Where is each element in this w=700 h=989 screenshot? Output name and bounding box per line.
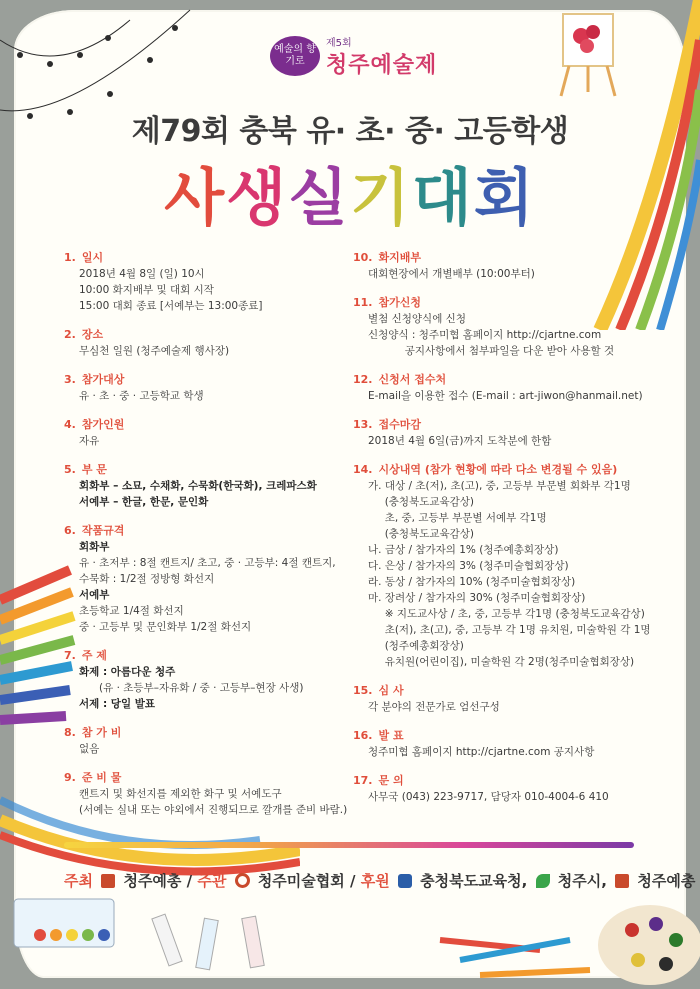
section-title: 발 표: [378, 729, 404, 742]
section-title: 부 문: [81, 463, 107, 476]
section-heading: [64, 250, 354, 266]
organizer-label: 주관: [197, 872, 227, 890]
section-title: 참가인원: [81, 418, 125, 431]
section-line: 청주미협 홈페이지 http://cjartne.com 공지사항: [368, 746, 595, 758]
logo-circle: 예술의 향기로: [270, 36, 320, 76]
info-section: [64, 725, 354, 757]
host-name: 청주예총 /: [123, 872, 193, 890]
support-label: 후원: [360, 872, 390, 890]
section-title: 참가신청: [378, 296, 422, 309]
section-line: 유 · 초저부 : 8절 캔트지/ 초고, 중 · 고등부: 4절 캔트지,: [79, 557, 336, 569]
section-line: (청주예총회장상): [368, 640, 464, 652]
section-number: 3.: [64, 373, 76, 386]
section-line: 서제 : 당일 발표: [79, 698, 156, 710]
section-heading: [353, 728, 663, 744]
section-line: (충청북도교육감상): [368, 528, 475, 540]
section-line: 2018년 4월 8일 (일) 10시: [79, 268, 205, 280]
info-section: [353, 728, 663, 760]
section-heading: [64, 770, 354, 786]
section-heading: [353, 250, 663, 266]
section-heading: [64, 372, 354, 388]
info-section: [64, 372, 354, 404]
section-line: 다. 은상 / 참가자의 3% (청주미술협회장상): [368, 560, 569, 572]
section-line: 별첨 신청양식에 신청: [368, 313, 466, 325]
info-section: [64, 523, 354, 635]
section-heading: [353, 773, 663, 789]
section-heading: [353, 462, 663, 478]
title-main: [0, 148, 700, 237]
section-line: 10:00 화지배부 및 대회 시작: [79, 284, 214, 296]
support-1: 충청북도교육청,: [420, 872, 528, 890]
right-column: [353, 250, 663, 818]
section-title: 참가대상: [81, 373, 125, 386]
section-heading: [353, 372, 663, 388]
cheongju-arts-icon-2: [615, 874, 629, 888]
section-line: 각 분야의 전문가로 엄선구성: [368, 701, 500, 713]
section-number: 16.: [353, 729, 373, 742]
info-section: [64, 462, 354, 510]
info-section: [353, 417, 663, 449]
section-heading: [353, 683, 663, 699]
section-number: 10.: [353, 251, 373, 264]
title-subheading: 제79회 충북 유· 초· 중· 고등학생: [131, 114, 569, 149]
section-line: 중 · 고등부 및 문인화부 1/2절 화선지: [79, 621, 252, 633]
section-line: 화제 : 아름다운 청주: [79, 666, 176, 678]
section-line: 사무국 (043) 223-9717, 담당자 010-4004-6 410: [368, 791, 609, 803]
section-number: 5.: [64, 463, 76, 476]
section-title: 문 의: [378, 774, 404, 787]
section-line: (서예는 실내 또는 야외에서 진행되므로 깔개를 준비 바람.): [79, 804, 348, 816]
section-number: 2.: [64, 328, 76, 341]
section-line: 초(저), 초(고), 중, 고등부 각 1명 유치원, 미술학원 각 1명: [368, 624, 651, 636]
section-number: 7.: [64, 649, 76, 662]
section-line: 없음: [79, 743, 100, 755]
section-number: 11.: [353, 296, 373, 309]
section-line: 15:00 대회 종료 [서예부는 13:00종료]: [79, 300, 263, 312]
left-column: [64, 250, 354, 831]
section-line: 회화부 – 소묘, 수채화, 수묵화(한국화), 크레파스화: [79, 480, 317, 492]
education-office-icon: [398, 874, 412, 888]
section-title: 화지배부: [378, 251, 422, 264]
section-number: 13.: [353, 418, 373, 431]
section-heading: [64, 327, 354, 343]
info-section: [353, 683, 663, 715]
paint-palette-icon: [590, 890, 700, 989]
section-title: 접수마감: [378, 418, 422, 431]
section-line: 초등학교 1/4절 화선지: [79, 605, 184, 617]
section-number: 9.: [64, 771, 76, 784]
crayons-decoration: [420, 900, 600, 989]
section-title: 작품규격: [81, 524, 125, 537]
section-line: ※ 지도교사상 / 초, 중, 고등부 각1명 (충청북도교육감상): [368, 608, 645, 620]
section-line: 유치원(어린이집), 미술학원 각 2명(청주미술협회장상): [368, 656, 635, 668]
section-line: 서예부: [79, 589, 110, 601]
title-char: 사: [164, 161, 227, 234]
section-line: 신청양식 : 청주미협 홈페이지 http://cjartne.com: [368, 329, 602, 341]
section-number: 8.: [64, 726, 76, 739]
section-line: 서예부 – 한글, 한문, 문인화: [79, 496, 209, 508]
section-number: 6.: [64, 524, 76, 537]
section-line: (충청북도교육감상): [368, 496, 475, 508]
section-heading: [64, 462, 354, 478]
title-char: 생: [226, 161, 289, 234]
cheongju-city-icon: [536, 874, 550, 888]
section-line: 가. 대상 / 초(저), 초(고), 중, 고등부 부문별 회화부 각1명: [368, 480, 631, 492]
sponsors-line: [64, 870, 695, 891]
info-section: [64, 770, 354, 818]
section-heading: [64, 648, 354, 664]
section-line: 무심천 일원 (청주예술제 행사장): [79, 345, 230, 357]
info-section: [353, 295, 663, 359]
rainbow-divider: [64, 842, 634, 848]
section-title: 참 가 비: [81, 726, 122, 739]
section-title: 준 비 물: [81, 771, 122, 784]
section-title: 심 사: [378, 684, 404, 697]
festival-logo: [270, 32, 450, 92]
section-line: 캔트지 및 화선지를 제외한 화구 및 서예도구: [79, 788, 282, 800]
section-heading: [353, 417, 663, 433]
section-number: 1.: [64, 251, 76, 264]
section-number: 17.: [353, 774, 373, 787]
section-line: (유 · 초등부–자유화 / 중 · 고등부–현장 사생): [79, 682, 304, 694]
title-char: 실: [288, 161, 350, 234]
info-section: [64, 250, 354, 314]
info-section: [353, 372, 663, 404]
section-line: 공지사항에서 첨부파일을 다운 받아 사용할 것: [368, 345, 615, 357]
title-char: 대: [411, 161, 474, 234]
support-3: 청주예총: [637, 872, 696, 890]
support-2: 청주시,: [557, 872, 607, 890]
section-line: 수묵화 : 1/2절 정방형 화선지: [79, 573, 215, 585]
section-line: 나. 금상 / 참가자의 1% (청주예총회장상): [368, 544, 559, 556]
section-heading: [353, 295, 663, 311]
section-number: 12.: [353, 373, 373, 386]
section-line: 유 · 초 · 중 · 고등학교 학생: [79, 390, 204, 402]
section-line: 마. 장려상 / 참가자의 30% (청주미술협회장상): [368, 592, 586, 604]
section-number: 4.: [64, 418, 76, 431]
section-heading: [64, 725, 354, 741]
art-association-icon: [235, 873, 250, 888]
section-number: 14.: [353, 463, 373, 476]
section-title: 장소: [81, 328, 104, 341]
section-line: 라. 동상 / 참가자의 10% (청주미술협회장상): [368, 576, 576, 588]
info-section: [353, 250, 663, 282]
section-line: 2018년 4월 6일(금)까지 도착분에 한함: [368, 435, 552, 447]
section-line: 초, 중, 고등부 부문별 서예부 각1명: [368, 512, 547, 524]
logo-edition: 제5회: [326, 38, 352, 49]
section-title: 신청서 접수처: [378, 373, 447, 386]
section-line: E-mail을 이용한 접수 (E-mail : art-jiwon@hanmail.net): [368, 390, 643, 402]
section-line: 자유: [79, 435, 100, 447]
info-section: [64, 327, 354, 359]
logo-festival-name: 청주예술제: [326, 53, 438, 78]
section-line: 회화부: [79, 541, 110, 553]
cheongju-arts-icon: [101, 874, 115, 888]
section-title: 주 제: [81, 649, 107, 662]
paint-tubes-decoration: [150, 905, 300, 985]
info-section: [353, 773, 663, 805]
info-section: [353, 462, 663, 670]
title-char: 회: [473, 161, 536, 234]
section-title: 일시: [81, 251, 104, 264]
host-label: 주최: [64, 872, 93, 890]
info-section: [64, 648, 354, 712]
section-heading: [64, 417, 354, 433]
section-heading: [64, 523, 354, 539]
watercolor-box-icon: [10, 895, 120, 955]
section-number: 15.: [353, 684, 373, 697]
title-char: 기: [350, 161, 412, 234]
info-section: [64, 417, 354, 449]
section-title: 시상내역 (참가 현황에 따라 다소 변경될 수 있음): [378, 463, 618, 476]
section-line: 대회현장에서 개별배부 (10:00부터): [368, 268, 535, 280]
organizer-name: 청주미술협회 /: [257, 872, 356, 890]
